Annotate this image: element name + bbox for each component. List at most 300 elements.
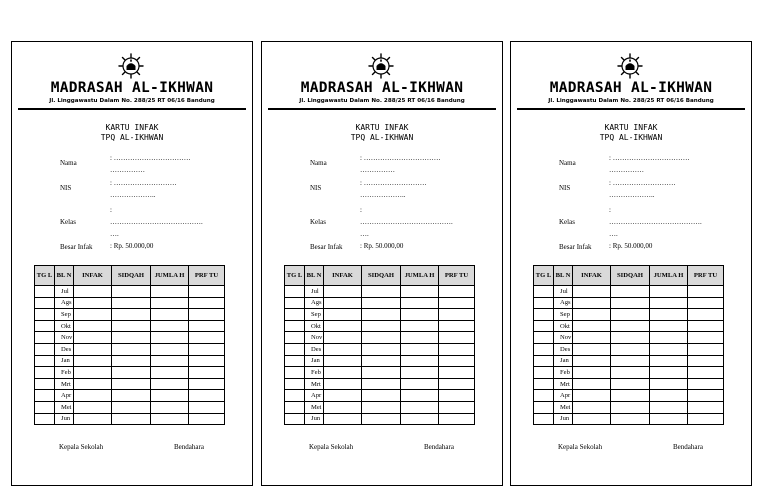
card-title-line2: TPQ AL-IKHWAN [100, 132, 164, 142]
table-row [285, 413, 475, 425]
empty-cell [112, 309, 151, 321]
nama-value-line1: : …………………………… [110, 154, 191, 162]
empty-cell [285, 401, 305, 413]
month-cell: Apr [305, 390, 324, 402]
empty-cell [688, 332, 724, 344]
empty-cell [189, 413, 225, 425]
header-jumlah: JUMLA H [401, 266, 439, 286]
table-row [35, 355, 225, 367]
table-row [534, 401, 724, 413]
table-row [534, 297, 724, 309]
empty-cell [285, 355, 305, 367]
table-row [285, 390, 475, 402]
empty-cell [151, 367, 189, 379]
nis-value-line1: : ……………………… [609, 179, 676, 187]
empty-cell [189, 286, 225, 298]
card-title [262, 123, 502, 142]
table-row [35, 297, 225, 309]
empty-cell [688, 286, 724, 298]
kelas-value [360, 204, 453, 240]
empty-cell [534, 286, 554, 298]
kelas-value-line2: …………………………………. [609, 218, 702, 226]
empty-cell [189, 367, 225, 379]
table-row [534, 390, 724, 402]
empty-cell [688, 309, 724, 321]
empty-cell [439, 309, 475, 321]
table-row [285, 343, 475, 355]
empty-cell [74, 413, 112, 425]
empty-cell [573, 343, 611, 355]
empty-cell [112, 378, 151, 390]
empty-cell [35, 343, 55, 355]
empty-cell [285, 413, 305, 425]
empty-cell [324, 343, 362, 355]
empty-cell [74, 390, 112, 402]
empty-cell [35, 309, 55, 321]
month-cell: Jun [305, 413, 324, 425]
empty-cell [362, 332, 401, 344]
infak-card-2 [261, 41, 503, 486]
month-cell: Sep [554, 309, 573, 321]
empty-cell [650, 355, 688, 367]
empty-cell [573, 390, 611, 402]
empty-cell [534, 355, 554, 367]
empty-cell [151, 309, 189, 321]
empty-cell [401, 413, 439, 425]
empty-cell [362, 367, 401, 379]
header-tgl: TG L [285, 266, 305, 286]
madrasah-name: MADRASAH AL-IKHWAN [549, 80, 713, 96]
empty-cell [611, 297, 650, 309]
empty-cell [74, 343, 112, 355]
empty-cell [650, 286, 688, 298]
empty-cell [324, 378, 362, 390]
month-cell: Mrt [55, 378, 74, 390]
empty-cell [573, 401, 611, 413]
empty-cell [439, 343, 475, 355]
table-row [534, 367, 724, 379]
empty-cell [688, 320, 724, 332]
header-divider [268, 108, 496, 110]
empty-cell [285, 378, 305, 390]
nama-value-line1: : …………………………… [360, 154, 441, 162]
empty-cell [151, 297, 189, 309]
empty-cell [439, 401, 475, 413]
empty-cell [285, 390, 305, 402]
empty-cell [650, 343, 688, 355]
month-cell: Feb [305, 367, 324, 379]
empty-cell [285, 286, 305, 298]
month-cell: Apr [554, 390, 573, 402]
kelas-value-line3: …. [609, 230, 618, 238]
empty-cell [189, 390, 225, 402]
nis-value [360, 177, 427, 201]
empty-cell [401, 401, 439, 413]
kepala-sekolah-signature: Kepala Sekolah [309, 443, 354, 451]
kelas-value-line1: : [360, 206, 362, 214]
card-title-line1: KARTU INFAK [355, 123, 409, 132]
mosque-logo-icon [617, 53, 643, 79]
header-bln: BL N [554, 266, 573, 286]
table-header-row [534, 266, 724, 286]
empty-cell [688, 378, 724, 390]
empty-cell [611, 355, 650, 367]
header-tgl: TG L [534, 266, 554, 286]
empty-cell [439, 367, 475, 379]
empty-cell [688, 367, 724, 379]
nama-label: Nama [310, 159, 327, 167]
empty-cell [189, 320, 225, 332]
bendahara-signature: Bendahara [673, 443, 703, 451]
table-row [534, 332, 724, 344]
table-row [534, 320, 724, 332]
empty-cell [112, 297, 151, 309]
empty-cell [189, 343, 225, 355]
empty-cell [534, 332, 554, 344]
empty-cell [534, 309, 554, 321]
infak-table [34, 265, 225, 425]
header-jumlah: JUMLA H [650, 266, 688, 286]
empty-cell [534, 413, 554, 425]
empty-cell [534, 320, 554, 332]
table-row [35, 309, 225, 321]
card-title [511, 123, 751, 142]
month-cell: Ags [305, 297, 324, 309]
empty-cell [285, 343, 305, 355]
empty-cell [151, 378, 189, 390]
empty-cell [35, 401, 55, 413]
empty-cell [401, 297, 439, 309]
empty-cell [151, 355, 189, 367]
kepala-sekolah-signature: Kepala Sekolah [558, 443, 603, 451]
month-cell: Mrt [554, 378, 573, 390]
kelas-value-line2: …………………………………. [110, 218, 203, 226]
empty-cell [35, 390, 55, 402]
empty-cell [688, 355, 724, 367]
table-row [285, 401, 475, 413]
empty-cell [573, 355, 611, 367]
empty-cell [35, 378, 55, 390]
empty-cell [401, 355, 439, 367]
nama-label: Nama [559, 159, 576, 167]
empty-cell [573, 286, 611, 298]
header-divider [18, 108, 246, 110]
empty-cell [688, 343, 724, 355]
nama-value [110, 152, 191, 176]
empty-cell [534, 367, 554, 379]
empty-cell [189, 378, 225, 390]
table-header-row [35, 266, 225, 286]
table-row [35, 401, 225, 413]
month-cell: Feb [554, 367, 573, 379]
empty-cell [439, 413, 475, 425]
empty-cell [362, 286, 401, 298]
empty-cell [189, 401, 225, 413]
empty-cell [439, 320, 475, 332]
empty-cell [151, 390, 189, 402]
empty-cell [324, 332, 362, 344]
table-row [534, 309, 724, 321]
empty-cell [74, 355, 112, 367]
table-row [534, 343, 724, 355]
empty-cell [362, 343, 401, 355]
empty-cell [112, 401, 151, 413]
empty-cell [650, 309, 688, 321]
month-cell: Mrt [305, 378, 324, 390]
madrasah-address: Jl. Linggawastu Dalam No. 288/25 RT 06/16 Bandung [49, 98, 215, 104]
empty-cell [324, 355, 362, 367]
empty-cell [324, 367, 362, 379]
table-row [285, 332, 475, 344]
infak-table [533, 265, 724, 425]
kelas-value-line1: : [609, 206, 611, 214]
empty-cell [74, 320, 112, 332]
nis-value-line2: ……………….. [360, 191, 406, 199]
table-row [285, 297, 475, 309]
empty-cell [611, 367, 650, 379]
nama-value [609, 152, 690, 176]
month-cell: Jan [554, 355, 573, 367]
kelas-value [609, 204, 702, 240]
month-cell: Nov [554, 332, 573, 344]
header-prf-tu: PRF TU [189, 266, 225, 286]
table-row [285, 367, 475, 379]
month-cell: Jun [55, 413, 74, 425]
kepala-sekolah-signature: Kepala Sekolah [59, 443, 104, 451]
empty-cell [189, 332, 225, 344]
table-row [35, 332, 225, 344]
month-cell: Jan [305, 355, 324, 367]
header-divider [517, 108, 745, 110]
card-title-line2: TPQ AL-IKHWAN [599, 132, 663, 142]
empty-cell [650, 332, 688, 344]
month-cell: Des [55, 343, 74, 355]
table-header-row [285, 266, 475, 286]
empty-cell [112, 355, 151, 367]
bendahara-signature: Bendahara [174, 443, 204, 451]
empty-cell [611, 401, 650, 413]
madrasah-name: MADRASAH AL-IKHWAN [50, 80, 214, 96]
empty-cell [362, 297, 401, 309]
mosque-logo-icon [118, 53, 144, 79]
empty-cell [650, 413, 688, 425]
nama-value [360, 152, 441, 176]
empty-cell [35, 320, 55, 332]
kelas-value [110, 204, 203, 240]
month-cell: Des [305, 343, 324, 355]
infak-table [284, 265, 475, 425]
empty-cell [688, 413, 724, 425]
empty-cell [611, 286, 650, 298]
month-cell: Jul [305, 286, 324, 298]
empty-cell [285, 332, 305, 344]
month-cell: Nov [55, 332, 74, 344]
table-row [534, 355, 724, 367]
empty-cell [534, 378, 554, 390]
empty-cell [611, 320, 650, 332]
empty-cell [611, 332, 650, 344]
empty-cell [189, 309, 225, 321]
empty-cell [285, 320, 305, 332]
header-tgl: TG L [35, 266, 55, 286]
table-row [285, 378, 475, 390]
empty-cell [362, 390, 401, 402]
header-infak: INFAK [324, 266, 362, 286]
empty-cell [112, 343, 151, 355]
empty-cell [362, 355, 401, 367]
empty-cell [688, 401, 724, 413]
month-cell: Feb [55, 367, 74, 379]
card-title [12, 123, 252, 142]
empty-cell [35, 367, 55, 379]
empty-cell [285, 297, 305, 309]
empty-cell [362, 401, 401, 413]
empty-cell [650, 378, 688, 390]
month-cell: Apr [55, 390, 74, 402]
empty-cell [611, 309, 650, 321]
empty-cell [611, 413, 650, 425]
table-row [35, 343, 225, 355]
empty-cell [439, 355, 475, 367]
month-cell: Jul [55, 286, 74, 298]
table-row [35, 320, 225, 332]
empty-cell [573, 320, 611, 332]
empty-cell [650, 401, 688, 413]
table-row [35, 378, 225, 390]
empty-cell [112, 320, 151, 332]
nis-label: NIS [310, 184, 322, 192]
month-cell: Des [554, 343, 573, 355]
header-prf-tu: PRF TU [439, 266, 475, 286]
table-row [285, 286, 475, 298]
month-cell: Jun [554, 413, 573, 425]
nis-value-line1: : ……………………… [360, 179, 427, 187]
table-row [285, 320, 475, 332]
empty-cell [112, 413, 151, 425]
empty-cell [573, 332, 611, 344]
empty-cell [35, 297, 55, 309]
empty-cell [189, 355, 225, 367]
empty-cell [534, 401, 554, 413]
empty-cell [151, 413, 189, 425]
infak-label: Besar Infak [60, 243, 93, 251]
empty-cell [285, 367, 305, 379]
infak-label: Besar Infak [559, 243, 592, 251]
card-title-line2: TPQ AL-IKHWAN [350, 132, 414, 142]
table-row [534, 413, 724, 425]
infak-value: : Rp. 50.000,00 [110, 242, 154, 250]
empty-cell [439, 297, 475, 309]
empty-cell [324, 286, 362, 298]
month-cell: Okt [305, 320, 324, 332]
empty-cell [151, 332, 189, 344]
header-prf-tu: PRF TU [688, 266, 724, 286]
empty-cell [362, 413, 401, 425]
empty-cell [439, 390, 475, 402]
empty-cell [573, 309, 611, 321]
empty-cell [401, 378, 439, 390]
infak-value: : Rp. 50.000,00 [609, 242, 653, 250]
empty-cell [534, 390, 554, 402]
month-cell: Jul [554, 286, 573, 298]
nama-label: Nama [60, 159, 77, 167]
month-cell: Mei [305, 401, 324, 413]
empty-cell [362, 378, 401, 390]
empty-cell [74, 332, 112, 344]
empty-cell [439, 286, 475, 298]
empty-cell [650, 297, 688, 309]
month-cell: Mei [554, 401, 573, 413]
card-title-line1: KARTU INFAK [105, 123, 159, 132]
header-sidqah: SIDQAH [611, 266, 650, 286]
table-row [35, 367, 225, 379]
empty-cell [650, 390, 688, 402]
header-jumlah: JUMLA H [151, 266, 189, 286]
header-sidqah: SIDQAH [362, 266, 401, 286]
empty-cell [35, 355, 55, 367]
empty-cell [35, 286, 55, 298]
header-bln: BL N [305, 266, 324, 286]
empty-cell [650, 367, 688, 379]
nis-value-line2: ……………….. [110, 191, 156, 199]
empty-cell [74, 297, 112, 309]
empty-cell [74, 309, 112, 321]
empty-cell [324, 320, 362, 332]
infak-card-3 [510, 41, 752, 486]
table-row [534, 378, 724, 390]
madrasah-address: Jl. Linggawastu Dalam No. 288/25 RT 06/16 Bandung [299, 98, 465, 104]
kelas-value-line3: …. [360, 230, 369, 238]
empty-cell [573, 297, 611, 309]
empty-cell [151, 320, 189, 332]
empty-cell [74, 401, 112, 413]
month-cell: Sep [55, 309, 74, 321]
empty-cell [573, 367, 611, 379]
empty-cell [112, 286, 151, 298]
table-row [35, 390, 225, 402]
empty-cell [401, 367, 439, 379]
month-cell: Sep [305, 309, 324, 321]
empty-cell [688, 297, 724, 309]
month-cell: Mei [55, 401, 74, 413]
infak-value: : Rp. 50.000,00 [360, 242, 404, 250]
kelas-label: Kelas [310, 218, 326, 226]
infak-card-1 [11, 41, 253, 486]
header-infak: INFAK [74, 266, 112, 286]
empty-cell [74, 367, 112, 379]
empty-cell [189, 297, 225, 309]
nama-value-line1: : …………………………… [609, 154, 690, 162]
nama-value-line2: …………… [110, 166, 145, 174]
empty-cell [611, 378, 650, 390]
empty-cell [534, 297, 554, 309]
empty-cell [439, 332, 475, 344]
empty-cell [401, 286, 439, 298]
table-row [35, 413, 225, 425]
madrasah-address: Jl. Linggawastu Dalam No. 288/25 RT 06/16 Bandung [548, 98, 714, 104]
empty-cell [74, 286, 112, 298]
empty-cell [112, 390, 151, 402]
empty-cell [611, 343, 650, 355]
infak-label: Besar Infak [310, 243, 343, 251]
month-cell: Nov [305, 332, 324, 344]
nis-value-line1: : ……………………… [110, 179, 177, 187]
mosque-logo-icon [368, 53, 394, 79]
month-cell: Okt [55, 320, 74, 332]
kelas-value-line1: : [110, 206, 112, 214]
empty-cell [74, 378, 112, 390]
kelas-value-line2: …………………………………. [360, 218, 453, 226]
